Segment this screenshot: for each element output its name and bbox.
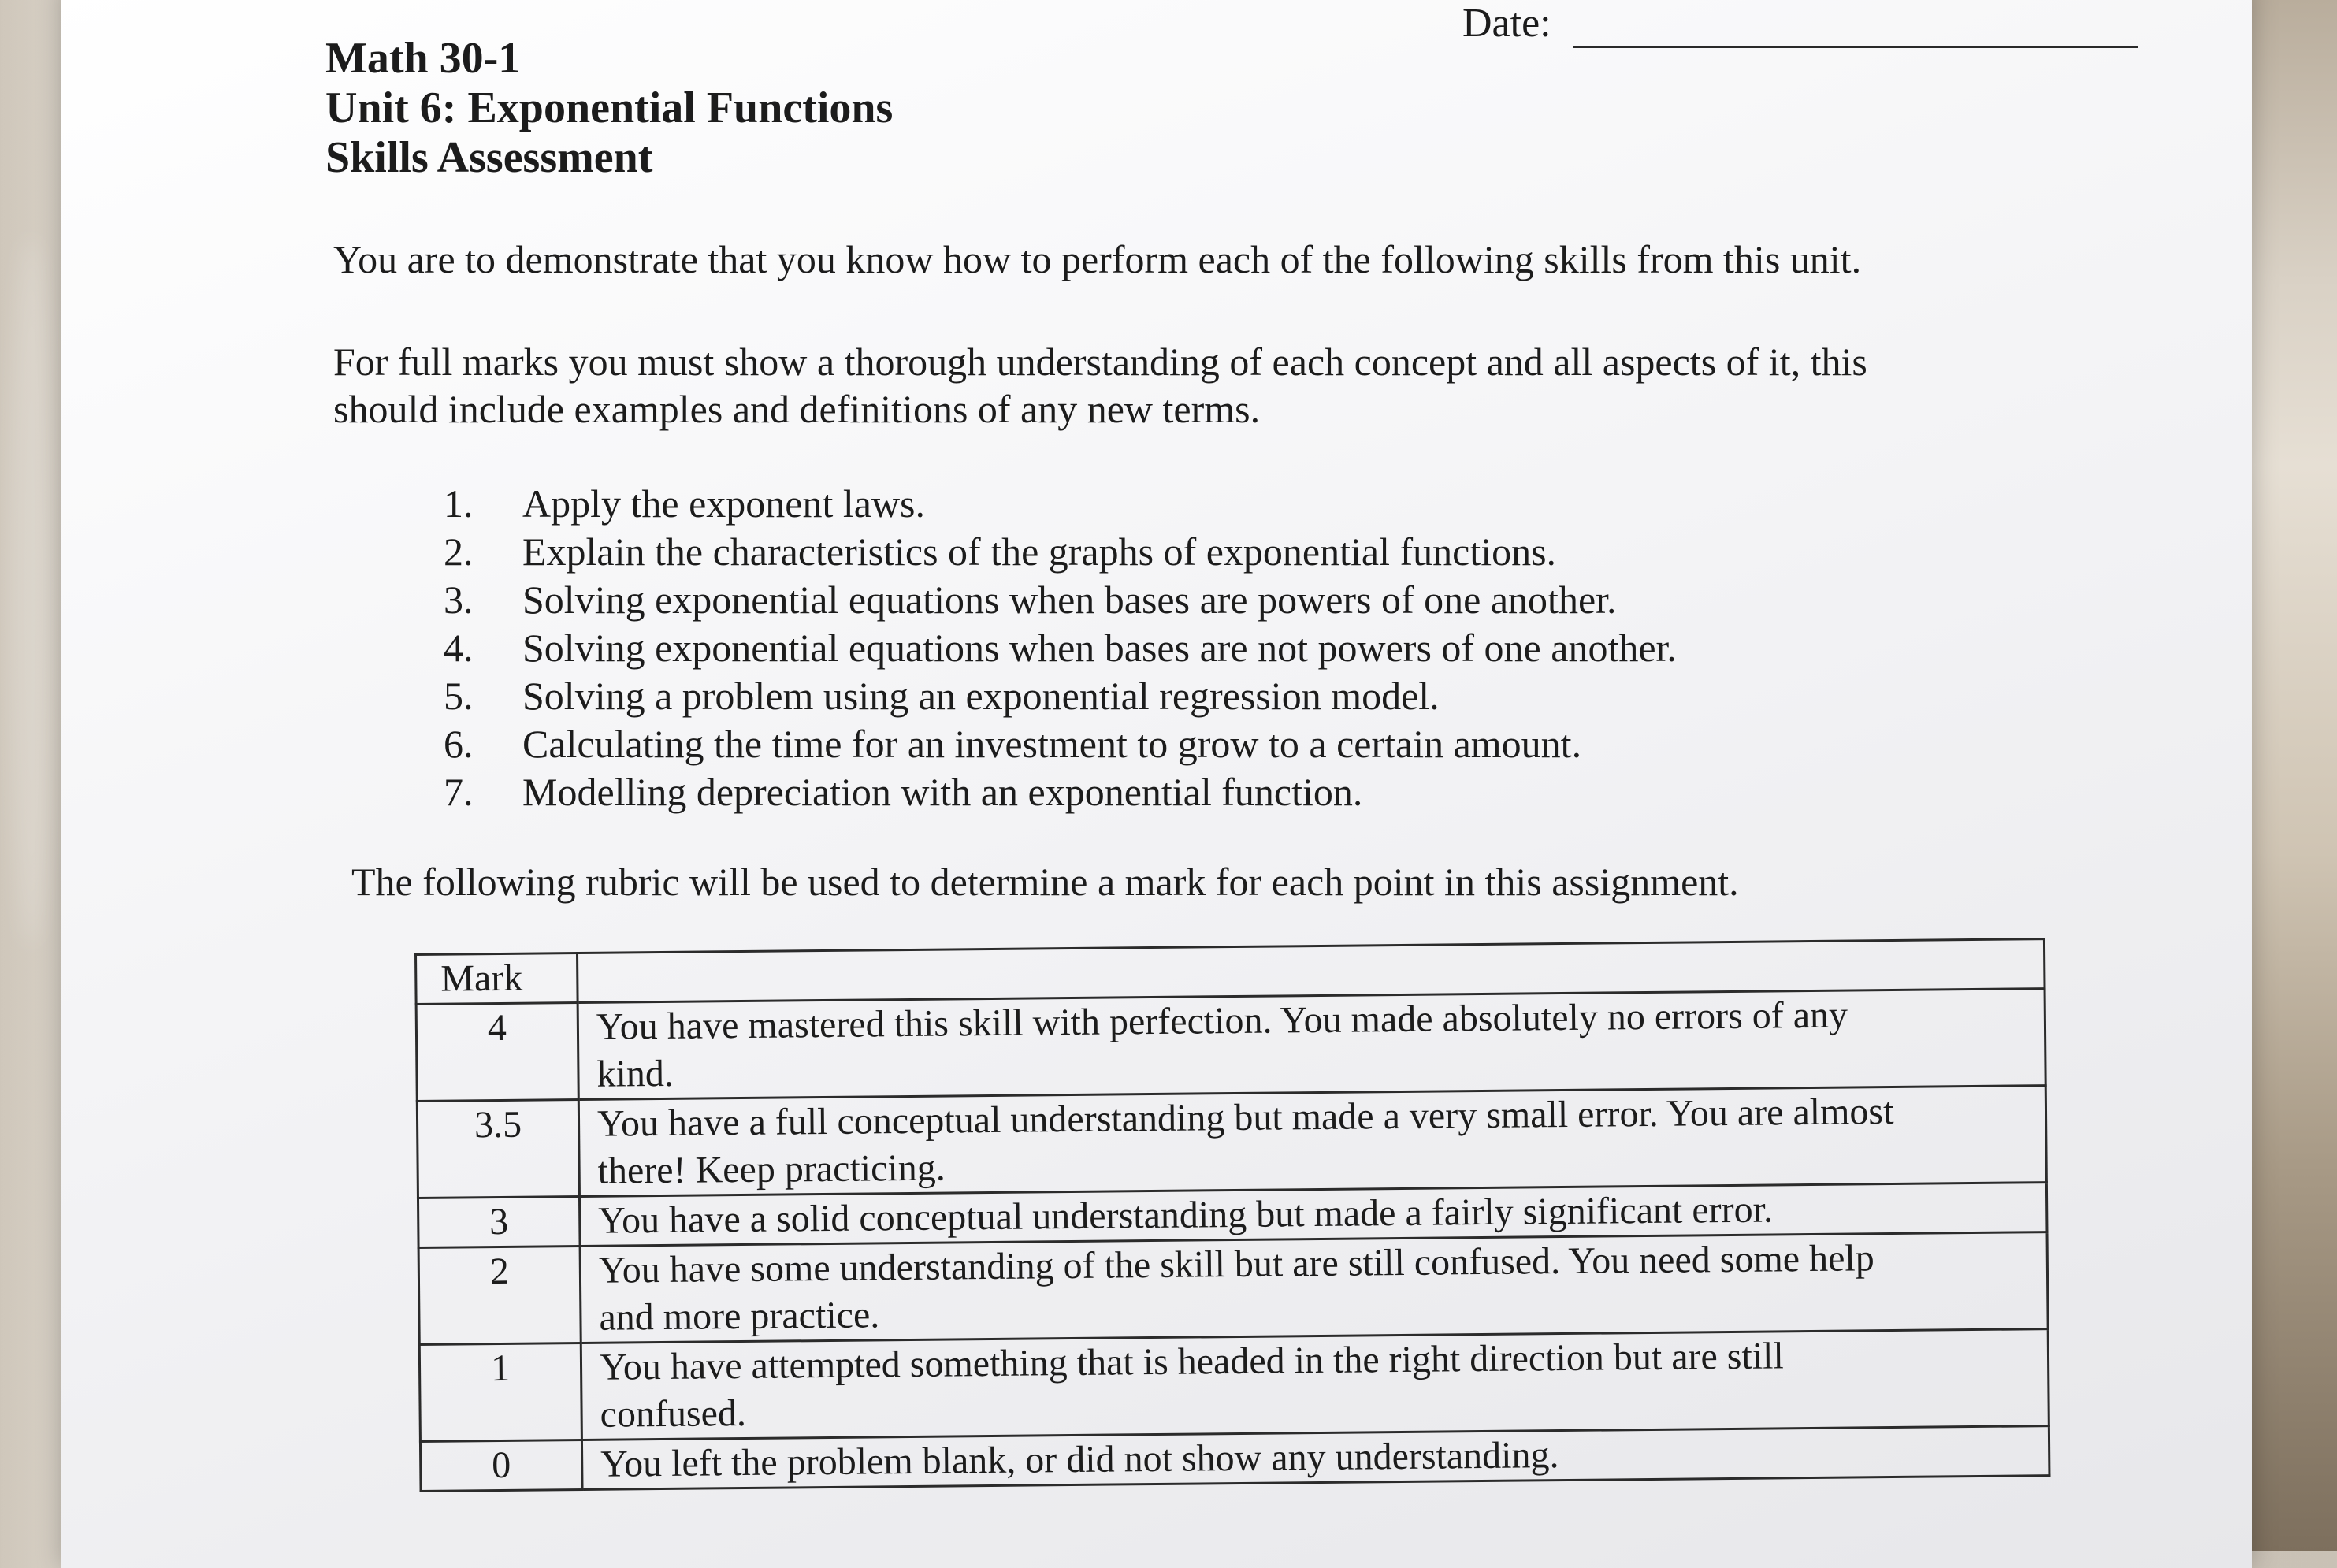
unit-title: Unit 6: Exponential Functions (325, 84, 894, 132)
rubric-intro: The following rubric will be used to determine a mark for each point in this assignment. (351, 860, 1739, 904)
full-marks-line-2: should include examples and definitions of any new terms. (333, 387, 1261, 431)
table-row (419, 1329, 2049, 1442)
full-marks-line-1: For full marks you must show a thorough understanding of each concept and all aspects of it, this (333, 340, 1867, 384)
worksheet-page (61, 0, 2252, 1568)
skill-item: 7. Modelling depreciation with an exponential function. (444, 770, 1363, 814)
date-label: Date: (1462, 1, 1551, 46)
fabric-fold (8, 236, 55, 946)
skill-item: 2. Explain the characteristics of the graphs of exponential functions. (444, 529, 1557, 574)
mark-description: You have some understanding of the skill but are still confused. You need some help and more practice. (580, 1232, 2048, 1343)
mark-value: 3.5 (417, 1100, 579, 1198)
mark-description: You have a solid conceptual understanding but made a fairly significant error. (579, 1183, 2047, 1247)
mark-description: You have a full conceptual understanding but made a very small error. You are almost there! Keep practicing. (578, 1086, 2046, 1197)
course-title: Math 30-1 (325, 34, 521, 83)
mark-description: You left the problem blank, or did not show any understanding. (581, 1426, 2049, 1490)
mark-value: 3 (418, 1197, 580, 1248)
skill-item: 1. Apply the exponent laws. (444, 481, 926, 526)
date-blank-line (1573, 46, 2138, 48)
table-row (417, 1086, 2046, 1198)
skill-item: 4. Solving exponential equations when bases are not powers of one another. (444, 626, 1677, 670)
mark-value: 0 (420, 1440, 582, 1491)
table-row (416, 989, 2045, 1102)
assessment-title: Skills Assessment (325, 133, 653, 182)
mark-column-header: Mark (416, 953, 578, 1005)
skill-item: 6. Calculating the time for an investment to grow to a certain amount. (444, 722, 1582, 766)
mark-value: 2 (418, 1247, 581, 1345)
table-row (418, 1232, 2048, 1345)
rubric-table (414, 938, 2050, 1492)
skill-item: 5. Solving a problem using an exponential regression model. (444, 674, 1440, 718)
mark-description: You have mastered this skill with perfection. You made absolutely no errors of any kind. (578, 989, 2045, 1100)
mark-value: 1 (419, 1343, 581, 1441)
skill-item: 3. Solving exponential equations when bases are powers of one another. (444, 578, 1617, 622)
mark-description: You have attempted something that is headed in the right direction but are still confused. (581, 1329, 2049, 1440)
mark-value: 4 (416, 1003, 578, 1102)
intro-text: You are to demonstrate that you know how to perform each of the following skills from this unit. (333, 237, 1862, 281)
